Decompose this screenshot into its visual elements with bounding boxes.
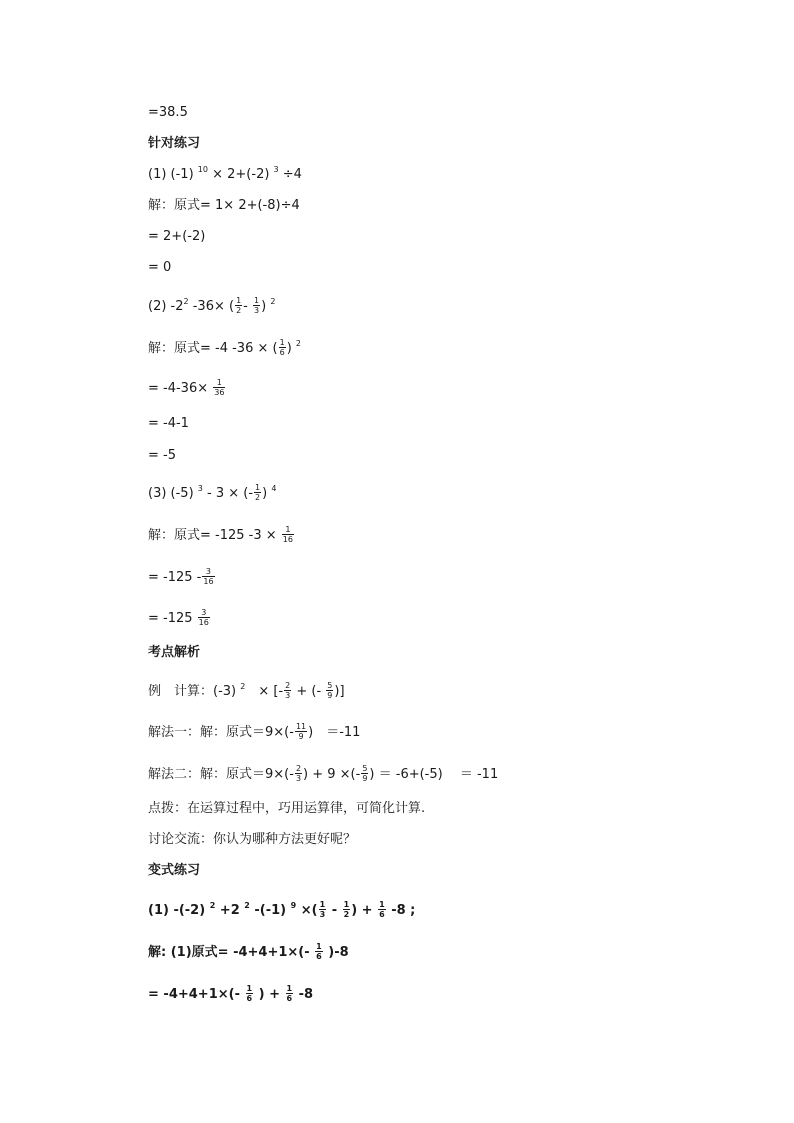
fraction: $\frac{2}{3}$ bbox=[295, 764, 302, 783]
text: ) bbox=[286, 341, 296, 356]
fraction: $\frac{1}{16}$ bbox=[282, 525, 293, 544]
fraction: $\frac{1}{2}$ bbox=[343, 900, 350, 919]
text: - bbox=[327, 903, 342, 918]
tip-text: 点拨：在运算过程中，巧用运算律，可简化计算. bbox=[148, 801, 426, 816]
solution-line bbox=[148, 379, 226, 398]
fraction: $\frac{3}{16}$ bbox=[198, 608, 209, 627]
text: ) + bbox=[254, 987, 285, 1002]
exponent: 10 bbox=[197, 165, 208, 174]
text: + (- bbox=[292, 684, 326, 699]
fraction: $\frac{1}{6}$ bbox=[279, 338, 285, 357]
text: 解：原式= -4 -36 × ( bbox=[148, 341, 278, 356]
solution-line: 解：原式= 1× 2+(-8)÷4 bbox=[148, 198, 300, 213]
text: = -4-36× bbox=[148, 381, 213, 396]
solution-line bbox=[148, 943, 349, 962]
fraction: $\frac{1}{6}$ bbox=[379, 900, 385, 919]
text: (3) (-5) bbox=[148, 486, 198, 501]
text: (1) (-1) bbox=[148, 167, 198, 182]
text: × 2+(-2) bbox=[207, 167, 274, 182]
text: × [- bbox=[245, 684, 284, 699]
text: 解法二：解：原式＝9×(- bbox=[148, 767, 294, 782]
fraction: $\frac{5}{9}$ bbox=[362, 764, 368, 783]
text: +2 bbox=[215, 903, 245, 918]
discussion-text: 讨论交流：你认为哪种方法更好呢？ bbox=[148, 832, 357, 847]
fraction: $\frac{1}{6}$ bbox=[286, 984, 293, 1003]
exponent: 2 bbox=[209, 901, 216, 910]
exponent: 2 bbox=[244, 901, 250, 910]
text: ) bbox=[262, 486, 272, 501]
text: )] bbox=[334, 684, 345, 699]
solution-method-2 bbox=[148, 765, 498, 784]
fraction: $\frac{2}{3}$ bbox=[285, 681, 291, 700]
fraction: $\frac{1}{3}$ bbox=[319, 900, 326, 919]
text: 解: (1)原式= -4+4+1×(- bbox=[148, 945, 315, 960]
fraction: $\frac{11}{9}$ bbox=[295, 722, 307, 741]
text: (1) -(-2) bbox=[148, 903, 210, 918]
exponent: 2 bbox=[295, 339, 301, 348]
text: ÷4 bbox=[278, 167, 302, 182]
text: = -4+4+1×(- bbox=[148, 987, 245, 1002]
exponent: 2 bbox=[240, 682, 246, 691]
text: ) + 9 ×(- bbox=[303, 767, 361, 782]
example-problem bbox=[148, 682, 345, 701]
section-heading: 针对练习 bbox=[148, 136, 201, 151]
fraction: $\frac{1}{2}$ bbox=[236, 296, 242, 315]
section-heading: 考点解析 bbox=[148, 645, 201, 660]
fraction: $\frac{1}{6}$ bbox=[316, 942, 322, 961]
exponent: 9 bbox=[290, 901, 297, 910]
text: - 3 × (- bbox=[202, 486, 254, 501]
fraction: $\frac{1}{2}$ bbox=[255, 483, 261, 502]
text: 解：原式= -125 -3 × bbox=[148, 528, 281, 543]
text: = -125 bbox=[148, 611, 197, 626]
solution-line: = 2+(-2) bbox=[148, 229, 206, 244]
solution-line bbox=[148, 339, 301, 358]
solution-line: = -4-1 bbox=[148, 416, 189, 431]
text: (2) -2 bbox=[148, 299, 184, 314]
variant-exercise-1 bbox=[148, 901, 415, 920]
solution-line bbox=[148, 609, 211, 628]
text: )-8 bbox=[323, 945, 349, 960]
text: -8 ; bbox=[386, 903, 416, 918]
fraction: $\frac{1}{6}$ bbox=[246, 984, 253, 1003]
exercise-2 bbox=[148, 297, 275, 316]
solution-line bbox=[148, 526, 295, 545]
text: ) bbox=[261, 299, 271, 314]
exercise-3 bbox=[148, 484, 276, 503]
solution-line bbox=[148, 985, 313, 1004]
exponent: 3 bbox=[197, 484, 203, 493]
solution-line: = 0 bbox=[148, 260, 172, 275]
solution-line: = -5 bbox=[148, 448, 176, 463]
text: 解法一：解：原式＝9×(- bbox=[148, 725, 294, 740]
text: - bbox=[243, 299, 252, 314]
fraction: $\frac{3}{16}$ bbox=[203, 567, 214, 586]
text: ×( bbox=[296, 903, 318, 918]
solution-line bbox=[148, 568, 216, 587]
solution-method-1 bbox=[148, 723, 360, 742]
text-line: =38.5 bbox=[148, 105, 188, 120]
text: -(-1) bbox=[249, 903, 291, 918]
exponent: 2 bbox=[270, 297, 276, 306]
text: = -125 - bbox=[148, 570, 202, 585]
exponent: 2 bbox=[183, 297, 189, 306]
text: -8 bbox=[294, 987, 314, 1002]
fraction: $\frac{1}{36}$ bbox=[214, 378, 225, 397]
text: ) ＝ -6+(-5) ＝ -11 bbox=[369, 767, 499, 782]
fraction: $\frac{5}{9}$ bbox=[327, 681, 333, 700]
exponent: 3 bbox=[273, 165, 279, 174]
fraction: $\frac{1}{3}$ bbox=[254, 296, 260, 315]
text: ) + bbox=[351, 903, 378, 918]
section-heading: 变式练习 bbox=[148, 863, 201, 878]
text: -36× ( bbox=[188, 299, 235, 314]
text: ) ＝-11 bbox=[308, 725, 361, 740]
text: 例 计算：(-3) bbox=[148, 684, 241, 699]
exponent: 4 bbox=[271, 484, 277, 493]
exercise-1 bbox=[148, 167, 302, 183]
